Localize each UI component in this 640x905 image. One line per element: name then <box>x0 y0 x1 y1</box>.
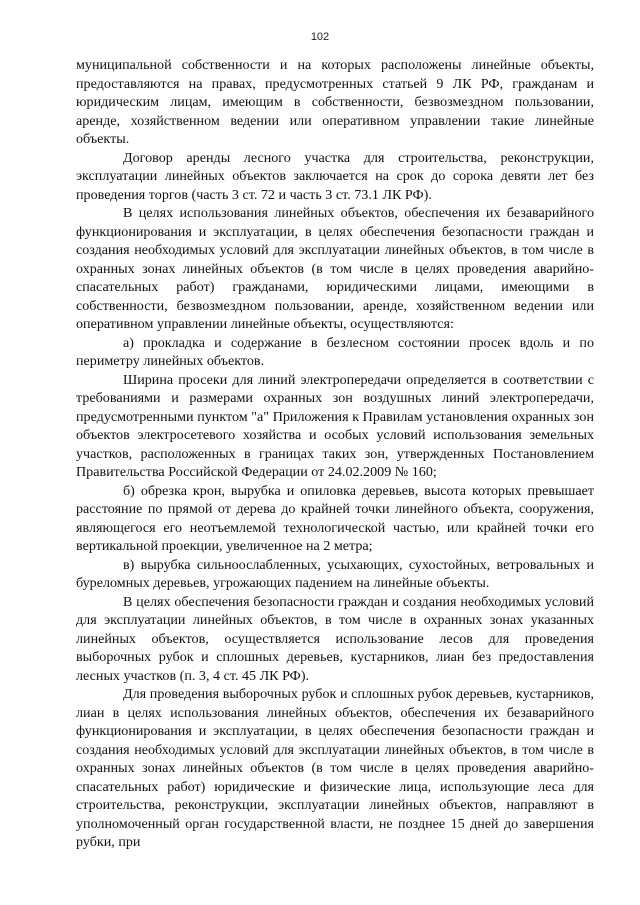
paragraph-9: Для проведения выборочных рубок и сплошных рубок деревьев, кустарников, лиан в целях использования линейных объектов, обеспечения их безаварийного функционирования и эксплуатации, в целях обеспечения безопасности граждан и создания необходимых условий для эксплуатации линейных объектов, в том числе в охранных зонах линейных объектов (в том числе в целях проведения аварийно-спасательных работ) юридические и физические лица, использующие леса для строительства, реконструкции, эксплуатации линейных объектов, направляют в уполномоченный орган государственной власти, не позднее 15 дней до завершения рубки, при <box>76 686 594 850</box>
paragraph-1: муниципальной собственности и на которых расположены линейные объекты, предоставляются на правах, предусмотренных статьей 9 ЛК РФ, гражданам и юридическим лицам, имеющим в собственности, безвозмездном пользовании, аренде, хозяйственном ведении или оперативном управлении такие линейные объекты. <box>76 57 594 147</box>
document-body <box>76 56 594 852</box>
paragraph-8: В целях обеспечения безопасности граждан и создания необходимых условий для эксплуатации линейных объектов, в том числе в охранных зонах указанных линейных объектов, осуществляется использование лесов для проведения выборочных рубок и сплошных деревьев, кустарников, лиан без предоставления лесных участков (п. 3, 4 ст. 45 ЛК РФ). <box>76 593 594 684</box>
paragraph-3: В целях использования линейных объектов, обеспечения их безаварийного функционирования и эксплуатации, в целях обеспечения безопасности граждан и создания необходимых условий для эксплуатации линейных объектов, в том числе в охранных зонах линейных объектов (в том числе в целях проведения аварийно-спасательных работ) гражданами, юридическими лицами, имеющими в собственности, безвозмездном пользовании, аренде, хозяйственном ведении или оперативном управлении линейные объекты, осуществляются: <box>76 205 594 332</box>
paragraph-7: в) вырубка сильноослабленных, усыхающих, сухостойных, ветровальных и буреломных деревьев, угрожающих падением на линейные объекты. <box>76 556 594 591</box>
paragraph-5: Ширина просеки для линий электропередачи определяется в соответствии с требованиями и размерами охранных зон воздушных линий электропередачи, предусмотренными пунктом "а" Приложения к Правилам установления охранных зон объектов электросетевого хозяйства и особых условий использования земельных участков, расположенных в границах таких зон, утвержденных Постановлением Правительства Российской Федерации от 24.02.2009 № 160; <box>76 371 594 480</box>
paragraph-6: б) обрезка крон, вырубка и опиловка деревьев, высота которых превышает расстояние по прямой от дерева до крайней точки линейного объекта, сооружения, являющегося его неотъемлемой технологической частью, или крайней точки его вертикальной проекции, увеличенное на 2 метра; <box>76 482 594 554</box>
paragraph-2: Договор аренды лесного участка для строительства, реконструкции, эксплуатации линейных объектов заключается на срок до сорока девяти лет без проведения торгов (часть 3 ст. 72 и часть 3 ст. 73.1 ЛК РФ). <box>76 149 594 203</box>
paragraph-4: а) прокладка и содержание в безлесном состоянии просек вдоль и по периметру линейных объектов. <box>76 334 594 369</box>
page-number: 102 <box>310 31 330 43</box>
